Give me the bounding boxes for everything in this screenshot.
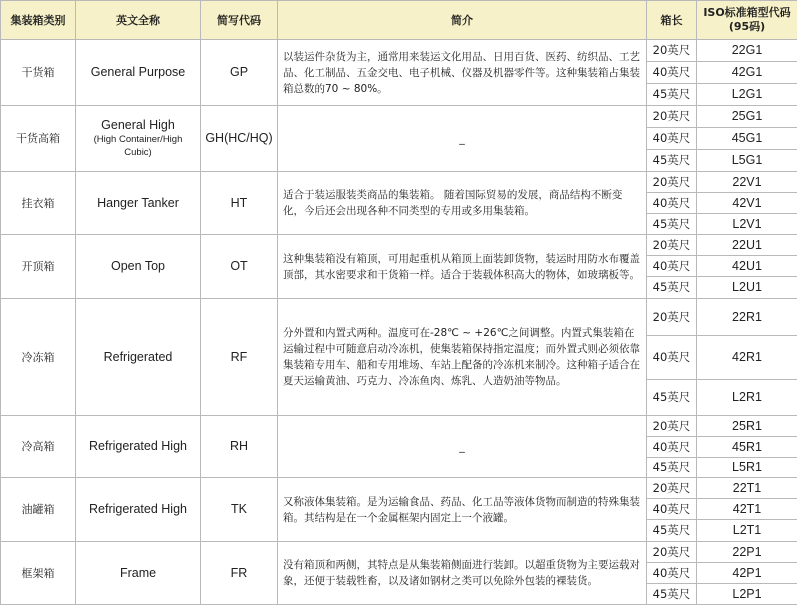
cell-iso-code: 42R1 [697,336,797,380]
cell-english: Hanger Tanker [76,172,201,235]
cell-category: 油罐箱 [1,478,76,542]
cell-iso-code: 22T1 [697,478,797,499]
cell-length: 45英尺 [647,458,697,478]
cell-iso-code: 42T1 [697,499,797,520]
cell-description: _ [278,106,647,172]
cell-description: 这种集装箱没有箱顶，可用起重机从箱顶上面装卸货物，装运时用防水布覆盖顶部，其水密要求和干货箱一样。适合于装载体积高大的物体，如玻璃板等。 [278,235,647,299]
cell-length: 45英尺 [647,520,697,542]
cell-iso-code: 42P1 [697,563,797,584]
cell-description: 以装运件杂货为主，通常用来装运文化用品、日用百货、医药、纺织品、工艺品、化工制品、五金交电、电子机械、仪器及机器零件等。这种集装箱占集装箱总数的70 ~ 80%。 [278,40,647,106]
cell-abbr: OT [201,235,278,299]
cell-abbr: RF [201,299,278,416]
cell-category: 冷冻箱 [1,299,76,416]
cell-english: Open Top [76,235,201,299]
cell-length: 20英尺 [647,40,697,62]
header-abbr: 简写代码 [201,1,278,40]
cell-description: _ [278,416,647,478]
cell-iso-code: 22U1 [697,235,797,256]
cell-iso-code: 42V1 [697,193,797,214]
cell-english: Refrigerated High [76,478,201,542]
cell-iso-code: L2U1 [697,277,797,299]
cell-description: 没有箱顶和两侧，其特点是从集装箱侧面进行装卸。以超重货物为主要运载对象，还便于装载牲畜，以及诸如钢材之类可以免除外包装的裸装货。 [278,542,647,605]
header-length: 箱长 [647,1,697,40]
header-iso [697,1,797,40]
cell-iso-code: 25G1 [697,106,797,128]
cell-iso-code: 25R1 [697,416,797,437]
cell-category: 框架箱 [1,542,76,605]
cell-category: 干货箱 [1,40,76,106]
header-desc: 简介 [278,1,647,40]
cell-iso-code: 22G1 [697,40,797,62]
table-row [1,172,797,193]
cell-english-sub: (High Container/High Cubic) [79,133,197,159]
cell-english: Refrigerated [76,299,201,416]
cell-iso-code: L5R1 [697,458,797,478]
cell-length: 45英尺 [647,150,697,172]
cell-length: 40英尺 [647,499,697,520]
cell-length: 20英尺 [647,299,697,336]
cell-length: 40英尺 [647,256,697,277]
cell-length: 45英尺 [647,380,697,416]
cell-english: General Purpose [76,40,201,106]
header-row [1,1,797,40]
header-iso-line2: (95码) [729,20,765,33]
cell-length: 40英尺 [647,128,697,150]
cell-iso-code: 22P1 [697,542,797,563]
table-row [1,106,797,128]
cell-length: 45英尺 [647,277,697,299]
cell-iso-code: L2R1 [697,380,797,416]
cell-length: 40英尺 [647,563,697,584]
cell-iso-code: L2T1 [697,520,797,542]
cell-iso-code: 45R1 [697,437,797,458]
cell-iso-code: 42G1 [697,62,797,84]
cell-category: 冷高箱 [1,416,76,478]
cell-iso-code: 45G1 [697,128,797,150]
cell-length: 40英尺 [647,193,697,214]
table-row [1,235,797,256]
cell-abbr: GH(HC/HQ) [201,106,278,172]
cell-description: 又称液体集装箱。是为运输食品、药品、化工品等液体货物而制造的特殊集装箱。其结构是在一个金属框架内固定上一个液罐。 [278,478,647,542]
cell-length: 20英尺 [647,235,697,256]
cell-length: 20英尺 [647,542,697,563]
cell-length: 20英尺 [647,478,697,499]
header-iso-line1: ISO标准箱型代码 [703,6,790,19]
table-row [1,40,797,62]
table-row [1,416,797,437]
header-english: 英文全称 [76,1,201,40]
cell-abbr: TK [201,478,278,542]
table-row [1,299,797,336]
cell-length: 40英尺 [647,336,697,380]
cell-abbr: GP [201,40,278,106]
cell-length: 20英尺 [647,106,697,128]
header-category: 集装箱类别 [1,1,76,40]
cell-category: 挂衣箱 [1,172,76,235]
table-row [1,478,797,499]
cell-iso-code: 42U1 [697,256,797,277]
cell-length: 45英尺 [647,214,697,235]
cell-category: 干货高箱 [1,106,76,172]
cell-iso-code: L2G1 [697,84,797,106]
cell-english: Frame [76,542,201,605]
cell-abbr: HT [201,172,278,235]
cell-description: 分外置和内置式两种。温度可在-28℃ ~ +26℃之间调整。内置式集装箱在运输过程中可随意启动冷冻机，使集装箱保持指定温度；而外置式则必须依靠集装箱专用车、船和专用堆场、车站上配备的冷冻机来制冷。这种箱子适合在夏天运输黄油、巧克力、冷冻鱼肉、炼乳、人造奶油等物品。 [278,299,647,416]
cell-category: 开顶箱 [1,235,76,299]
cell-abbr: RH [201,416,278,478]
table-row [1,542,797,563]
cell-length: 20英尺 [647,416,697,437]
cell-length: 45英尺 [647,584,697,605]
cell-length: 20英尺 [647,172,697,193]
cell-length: 40英尺 [647,437,697,458]
cell-length: 45英尺 [647,84,697,106]
cell-iso-code: L5G1 [697,150,797,172]
cell-english [76,106,201,172]
cell-iso-code: L2V1 [697,214,797,235]
cell-english: Refrigerated High [76,416,201,478]
cell-length: 40英尺 [647,62,697,84]
cell-english-main: General High [79,118,197,133]
table-body [1,40,797,605]
cell-abbr: FR [201,542,278,605]
cell-iso-code: 22V1 [697,172,797,193]
cell-description: 适合于装运服装类商品的集装箱。 随着国际贸易的发展，商品结构不断变化，今后还会出现各种不同类型的专用或多用集装箱。 [278,172,647,235]
cell-iso-code: L2P1 [697,584,797,605]
cell-iso-code: 22R1 [697,299,797,336]
